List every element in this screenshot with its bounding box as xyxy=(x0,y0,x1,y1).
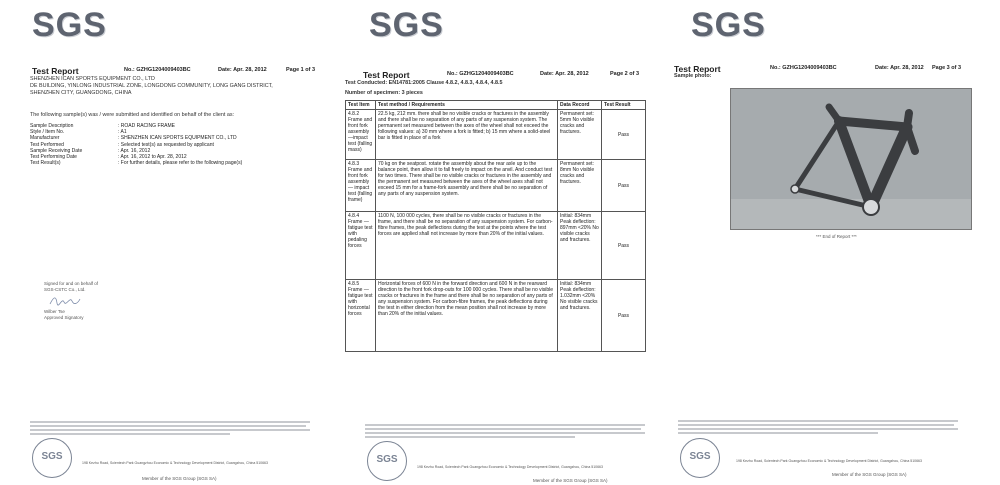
data-record-cell: Permanent set: 8mm No visible cracks and fractures. xyxy=(558,160,602,212)
test-result-cell: Pass xyxy=(602,280,646,352)
sample-photo-label: Sample photo: xyxy=(674,73,712,79)
report-title: Test Report xyxy=(32,66,79,76)
fine-print xyxy=(678,432,878,434)
field-label: Test Result(s) xyxy=(30,160,61,167)
page-number: Page 2 of 3 xyxy=(610,71,640,77)
column-header: Test method / Requirements xyxy=(376,101,558,110)
field-label: Test Performing Date xyxy=(30,154,77,161)
field-label: Sample Description xyxy=(30,123,74,129)
fine-print xyxy=(30,425,306,427)
intro-text: The following sample(s) was / were submitted and identified on behalf of the client as: xyxy=(30,112,235,118)
field-value: : Selected test(s) as requested by applicant xyxy=(118,141,214,148)
fine-print xyxy=(365,428,641,430)
report-date: Date: Apr. 28, 2012 xyxy=(218,67,267,73)
fine-print xyxy=(30,433,230,435)
signed-company: SGS-CSTC Co., Ltd. xyxy=(44,287,86,292)
field-value: : A1 xyxy=(118,129,127,136)
sgs-seal: SGS xyxy=(367,441,407,481)
footer-member: Member of the SGS Group (SGS SA) xyxy=(533,478,608,483)
fine-print xyxy=(365,436,575,438)
table-row xyxy=(346,110,646,160)
fine-print xyxy=(30,421,310,423)
signer-name: Wilber Tse xyxy=(44,309,65,314)
sgs-logo: SGS xyxy=(691,6,766,44)
test-item-cell: 4.8.2 Frame and front fork assembly—impact test (falling mass) xyxy=(346,110,376,160)
test-method-cell: 22.5 kg, 212 mm. there shall be no visible cracks or fractures in the assembly and there shall be no separation of any parts of any suspension system. The permanent set measured between the axes of the wheel shall not exceed the following values: a) 30 mm where a fork is fitted; b) 15 mm where a solid-steel bar is fitted in place of a fork xyxy=(376,110,558,160)
client-address-1: DE BUILDING, YINLONG INDUSTRIAL ZONE, LONGDONG COMMUNITY, LONG GANG DISTRICT, xyxy=(30,83,273,89)
fine-print xyxy=(30,429,310,431)
field-value: : ROAD RACING FRAME xyxy=(118,123,175,129)
report-page-3 xyxy=(670,0,1000,485)
sgs-seal: SGS xyxy=(32,438,72,478)
report-page-2 xyxy=(335,0,665,485)
field-label: Style / Item No. xyxy=(30,129,65,136)
table-row xyxy=(346,280,646,352)
signature-image xyxy=(48,294,82,308)
footer-member: Member of the SGS Group (SGS SA) xyxy=(142,476,217,481)
field-row xyxy=(30,160,244,166)
column-header: Test Result xyxy=(602,101,646,110)
report-number: No.: GZHG1204009403BC xyxy=(770,65,837,71)
page-number: Page 1 of 3 xyxy=(286,67,316,73)
data-record-cell: Initial: 834mm Peak deflection: 897mm <20% No visible cracks and fractures. xyxy=(558,212,602,280)
report-header xyxy=(363,70,410,80)
data-record-cell: Permanent set: 5mm No visible cracks and fractures. xyxy=(558,110,602,160)
fine-print xyxy=(365,432,645,434)
table-row xyxy=(346,212,646,280)
footer-address: 198 Kezhu Road, Scientech Park Guangzhou Economic & Technology Development District, Guangzhou, China 510663 xyxy=(736,459,922,463)
sgs-seal: SGS xyxy=(680,438,720,478)
sgs-logo: SGS xyxy=(369,6,444,44)
test-result-cell: Pass xyxy=(602,160,646,212)
report-number: No.: GZHG1204009403BC xyxy=(447,71,514,77)
test-method-cell: 1100 N, 100 000 cycles, there shall be no visible cracks or fractures in the frame, and there shall be no separation of any suspension system. For carbon-fibre frames, the peak deflections during the test at the points where the test forces are applied shall not increase by more than 20% of the initial values. xyxy=(376,212,558,280)
bicycle-frame-image xyxy=(731,89,971,229)
fine-print xyxy=(678,420,958,422)
test-item-cell: 4.8.5 Frame — fatigue test with horizontal forces xyxy=(346,280,376,352)
fine-print xyxy=(678,424,954,426)
test-item-cell: 4.8.3 Frame and front fork assembly — impact test (falling frame) xyxy=(346,160,376,212)
test-method-cell: 70 kg on the seatpost. rotate the assembly about the rear axle up to the balance point, then allow it to fall freely to impact on the anvil. And conduct test for two times. There shall be no visible cracks or fractures in the assembly and the permanent set measured between the axes of the wheel axes shall not exceed 15 mm for a frame-fork assembly and there shall be no separation of any parts of any suspension system. xyxy=(376,160,558,212)
report-number: No.: GZHG1204009403BC xyxy=(124,67,191,73)
field-label: Sample Receiving Date xyxy=(30,147,83,154)
data-record-cell: Initial: 834mm Peak deflection: 1.032mm <20% No visible cracks and fractures. xyxy=(558,280,602,352)
table-header-row xyxy=(346,101,646,110)
fine-print xyxy=(365,424,645,426)
test-result-cell: Pass xyxy=(602,110,646,160)
test-result-cell: Pass xyxy=(602,212,646,280)
signer-title: Approved Signatory xyxy=(44,315,84,320)
field-row xyxy=(30,142,244,148)
field-value: : For further details, please refer to the following page(s) xyxy=(118,160,243,167)
test-conducted: Test Conducted: EN14781:2005 Clause 4.8.2, 4.8.3, 4.8.4, 4.8.5 xyxy=(345,80,503,86)
sample-info-table xyxy=(30,123,244,166)
sample-photo xyxy=(730,88,972,230)
report-page-1 xyxy=(0,0,330,485)
table-row xyxy=(346,160,646,212)
results-table xyxy=(345,100,646,352)
client-address-2: SHENZHEN CITY, GUANGDONG, CHINA xyxy=(30,90,132,96)
end-of-report: *** End of Report *** xyxy=(816,234,857,239)
footer-address: 198 Kezhu Road, Scientech Park Guangzhou Economic & Technology Development District, Guangzhou, China 510663 xyxy=(417,465,603,469)
fine-print xyxy=(678,428,958,430)
field-value: : Apr. 16, 2012 xyxy=(118,147,151,154)
test-item-cell: 4.8.4 Frame — fatigue test with pedaling forces xyxy=(346,212,376,280)
page-number: Page 3 of 3 xyxy=(932,65,962,71)
field-value: : Apr. 16, 2012 to Apr. 28, 2012 xyxy=(118,154,187,161)
signed-for-text: Signed for and on behalf of xyxy=(44,281,99,286)
field-value: : SHENZHEN ICAN SPORTS EQUIPMENT CO., LTD xyxy=(118,135,237,142)
report-header xyxy=(32,66,79,76)
report-date: Date: Apr. 28, 2012 xyxy=(540,71,589,77)
specimen-count: Number of specimen: 3 pieces xyxy=(345,90,423,96)
test-method-cell: Horizontal forces of 600 N in the forward direction and 600 N in the rearward direction to the front fork drop-outs for 100 000 cycles. There shall be no visible cracks or fractures in the frame and there shall be no separation of any parts of any suspension system. For carbon-fibre frames, the peak deflections during the test in either direction from the mean position shall not increase by more than 20% of the initial values. xyxy=(376,280,558,352)
footer-member: Member of the SGS Group (SGS SA) xyxy=(832,472,907,477)
field-label: Manufacturer xyxy=(30,135,60,142)
report-title: Test Report xyxy=(363,70,410,80)
field-label: Test Performed xyxy=(30,141,64,148)
column-header: Test Item xyxy=(346,101,376,110)
sgs-logo: SGS xyxy=(32,6,107,44)
report-date: Date: Apr. 28, 2012 xyxy=(875,65,924,71)
footer-address: 198 Kezhu Road, Scientech Park Guangzhou Economic & Technology Development District, Guangzhou, China 510663 xyxy=(82,461,268,465)
column-header: Data Record xyxy=(558,101,602,110)
client-name: SHENZHEN ICAN SPORTS EQUIPMENT CO., LTD xyxy=(30,76,155,82)
report-title: Test Report xyxy=(674,64,721,74)
